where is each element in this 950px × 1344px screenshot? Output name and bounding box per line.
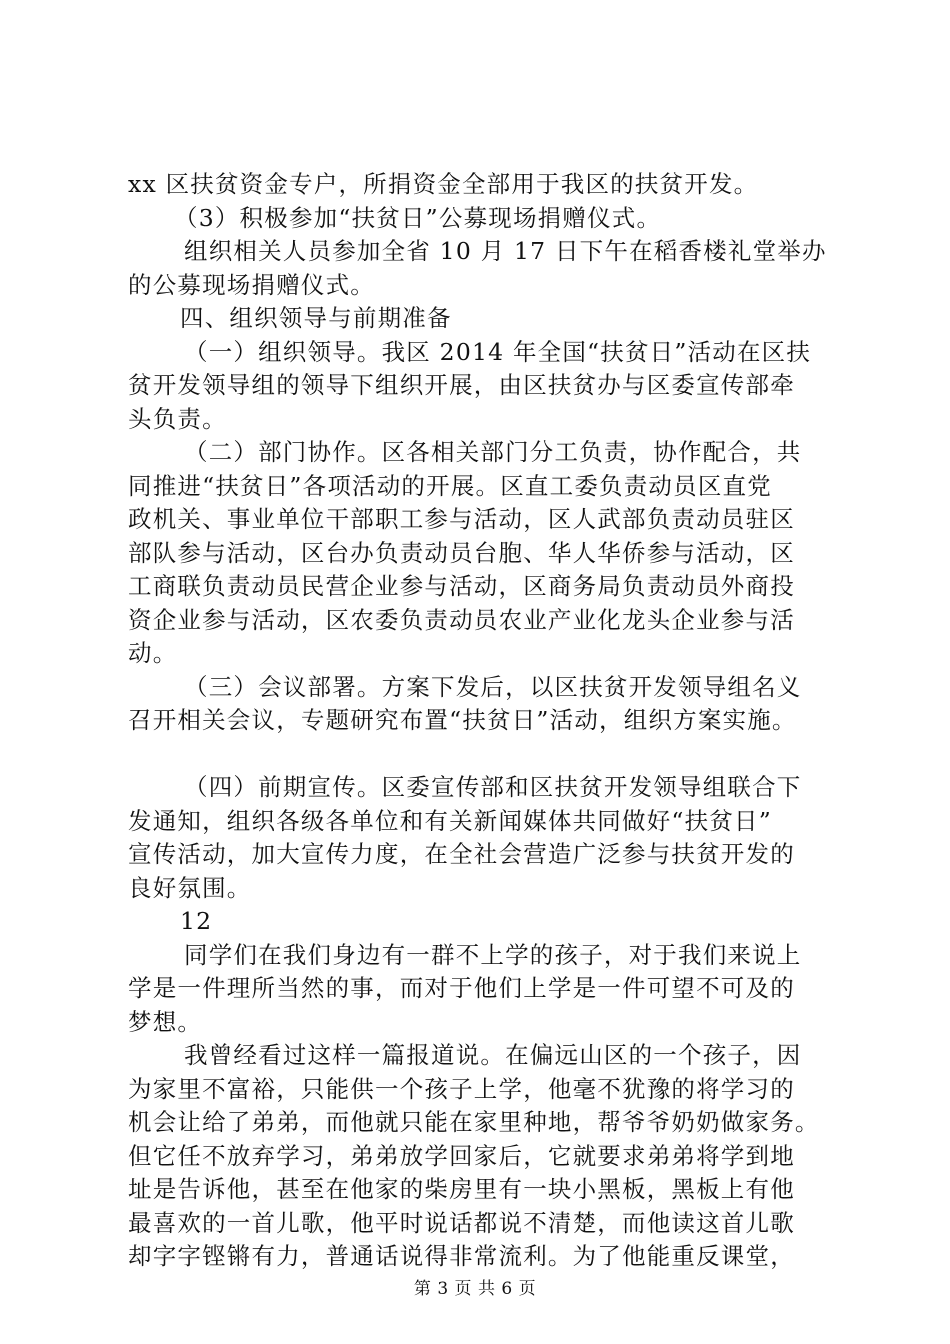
paragraph-line: 良好氛围。 <box>128 873 252 902</box>
body-text <box>128 168 828 1274</box>
paragraph-line: 头负责。 <box>128 404 227 433</box>
paragraph-line: 宣传活动，加大宣传力度，在全社会营造广泛参与扶贫开发的 <box>128 840 795 868</box>
paragraph-line: 学是一件理所当然的事，而对于他们上学是一件可望不可及的 <box>128 974 795 1002</box>
paragraph-line: 但它任不放弃学习，弟弟放学回家后，它就要求弟弟将学到地 <box>128 1141 795 1170</box>
paragraph-line: 动。 <box>128 639 178 667</box>
paragraph-line: （一）组织领导。我区 2014 年全国“扶贫日”活动在区扶 <box>184 337 812 366</box>
paragraph-line: 政机关、事业单位干部职工参与活动，区人武部负责动员驻区 <box>128 505 795 533</box>
paragraph-line: 为家里不富裕，只能供一个孩子上学，他毫不犹豫的将学习的 <box>128 1074 795 1103</box>
paragraph-line: 址是告诉他，甚至在他家的柴房里有一块小黑板，黑板上有他 <box>128 1175 795 1203</box>
section-heading: 四、组织领导与前期准备 <box>180 304 452 332</box>
paragraph-line: 召开相关会议，专题研究布置“扶贫日”活动，组织方案实施。 <box>128 706 797 734</box>
paragraph-line: （三）会议部署。方案下发后，以区扶贫开发领导组名义 <box>184 672 802 701</box>
paragraph-line: 机会让给了弟弟，而他就只能在家里种地，帮爷爷奶奶做家务。 <box>128 1108 820 1136</box>
paragraph-line: 的公募现场捐赠仪式。 <box>128 270 375 299</box>
paragraph-line: 梦想。 <box>128 1007 203 1036</box>
paragraph-line: 发通知，组织各级各单位和有关新闻媒体共同做好“扶贫日” <box>128 806 772 835</box>
section-number: 12 <box>180 907 213 935</box>
paragraph-line: （二）部门协作。区各相关部门分工负责，协作配合，共 <box>184 438 802 466</box>
paragraph-line: 部队参与活动，区台办负责动员台胞、华人华侨参与活动，区 <box>128 538 795 567</box>
blank-line <box>128 738 828 772</box>
paragraph-line: xx 区扶贫资金专户，所捐资金全部用于我区的扶贫开发。 <box>128 170 759 198</box>
paragraph-line: 贫开发领导组的领导下组织开展，由区扶贫办与区委宣传部牵 <box>128 371 795 399</box>
paragraph-line: 同推进“扶贫日”各项活动的开展。区直工委负责动员区直党 <box>128 471 772 500</box>
paragraph-line: （四）前期宣传。区委宣传部和区扶贫开发领导组联合下 <box>184 773 802 801</box>
paragraph-line: 却字字铿锵有力，普通话说得非常流利。为了他能重反课堂， <box>128 1242 795 1270</box>
page-number-footer: 第 3 页 共 6 页 <box>413 1279 537 1299</box>
paragraph-line: 资企业参与活动，区农委负责动员农业产业化龙头企业参与活 <box>128 605 795 634</box>
list-item-heading: （3）积极参加“扶贫日”公募现场捐赠仪式。 <box>174 203 662 232</box>
paragraph-line: 最喜欢的一首儿歌，他平时说话都说不清楚，而他读这首儿歌 <box>128 1208 795 1237</box>
paragraph-line: 工商联负责动员民营企业参与活动，区商务局负责动员外商投 <box>128 572 795 600</box>
paragraph-line: 我曾经看过这样一篇报道说。在偏远山区的一个孩子，因 <box>184 1041 802 1069</box>
paragraph-line: 同学们在我们身边有一群不上学的孩子，对于我们来说上 <box>184 940 802 969</box>
paragraph-line: 组织相关人员参加全省 10 月 17 日下午在稻香楼礼堂举办 <box>184 237 827 265</box>
